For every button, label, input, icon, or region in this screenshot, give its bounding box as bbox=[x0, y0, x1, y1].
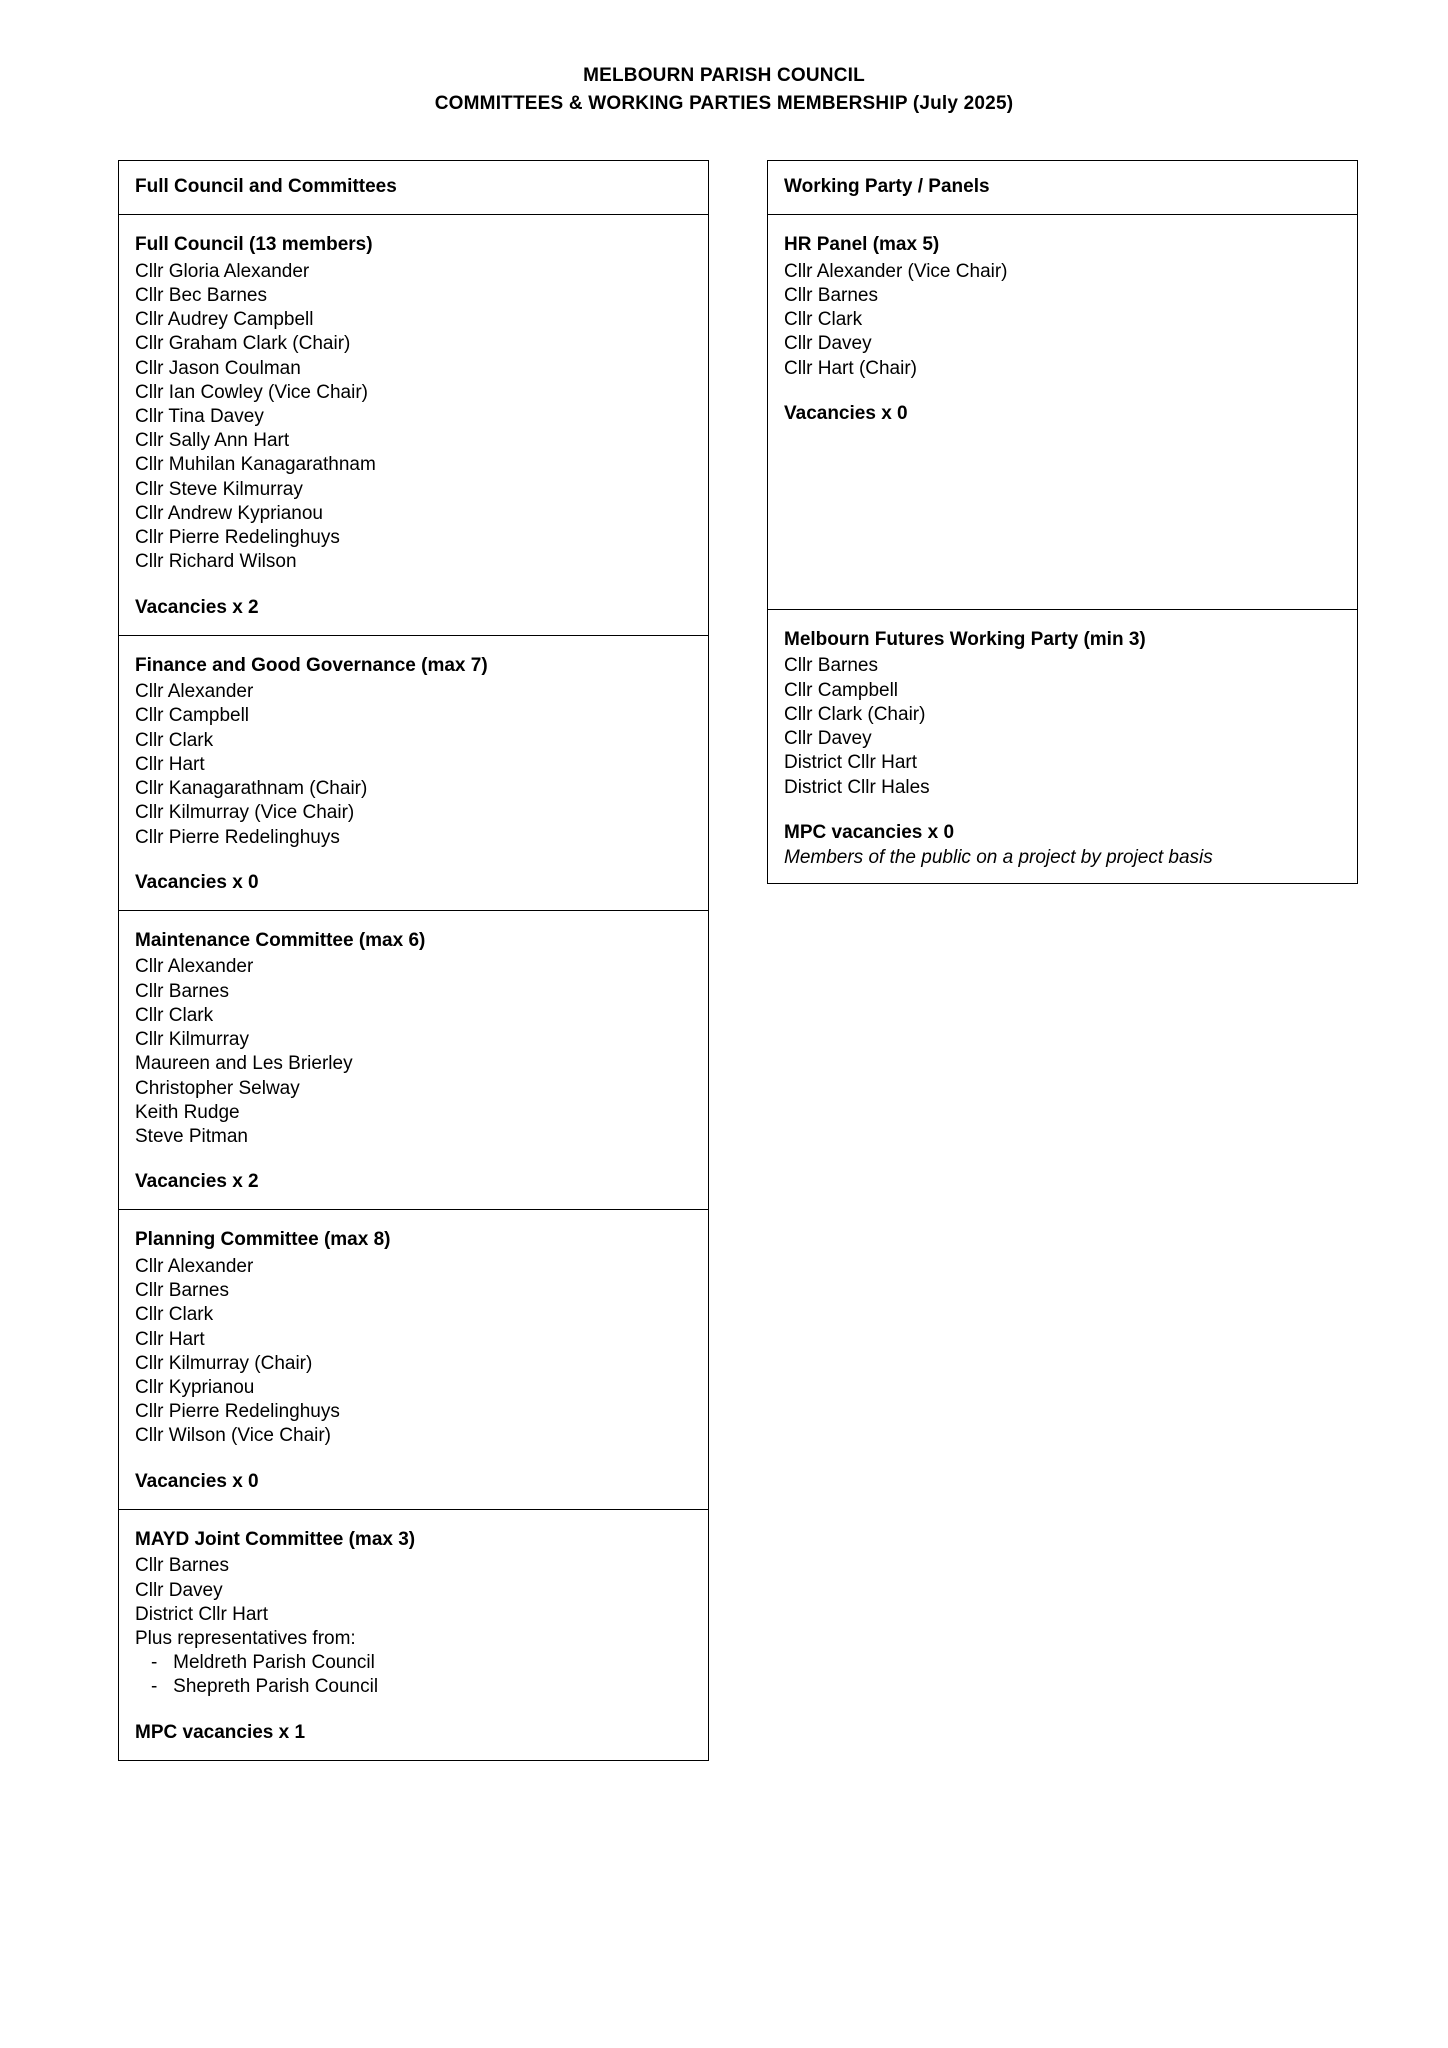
list-item: Cllr Kilmurray bbox=[135, 1029, 249, 1051]
list-item: Cllr Sally Ann Hart bbox=[135, 430, 290, 452]
section-maintenance-committee bbox=[118, 911, 709, 1210]
public-members-note: Members of the public on a project by project basis bbox=[784, 846, 1213, 868]
list-item: Cllr Ian Cowley (Vice Chair) bbox=[135, 381, 368, 403]
list-item: Cllr Hart bbox=[135, 1328, 205, 1350]
list-item: - Meldreth Parish Council bbox=[151, 1652, 375, 1674]
list-item: Cllr Davey bbox=[784, 333, 872, 355]
list-item: Cllr Hart (Chair) bbox=[784, 357, 917, 379]
list-item: Christopher Selway bbox=[135, 1077, 300, 1099]
list-item: Cllr Wilson (Vice Chair) bbox=[135, 1425, 332, 1447]
list-item: Cllr Alexander (Vice Chair) bbox=[784, 260, 1008, 282]
list-item: Cllr Barnes bbox=[784, 284, 878, 306]
list-item: Cllr Pierre Redelinghuys bbox=[135, 527, 340, 549]
list-item: Cllr Davey bbox=[135, 1579, 223, 1601]
vacancies-label: Vacancies x 0 bbox=[784, 402, 908, 424]
list-item: Cllr Barnes bbox=[135, 1555, 229, 1577]
section-title: Full Council (13 members) bbox=[135, 234, 373, 255]
list-item: District Cllr Hales bbox=[784, 776, 930, 798]
vacancies-label: MPC vacancies x 1 bbox=[135, 1721, 306, 1743]
left-column-header: Full Council and Committees bbox=[118, 160, 709, 215]
list-item: Cllr Kilmurray (Chair) bbox=[135, 1352, 313, 1374]
list-item: District Cllr Hart bbox=[135, 1603, 268, 1625]
list-item: Cllr Hart bbox=[135, 753, 205, 775]
list-item: Cllr Barnes bbox=[784, 655, 878, 677]
vacancies-label: Vacancies x 0 bbox=[135, 871, 259, 893]
list-item: Cllr Richard Wilson bbox=[135, 551, 297, 573]
section-title: Maintenance Committee (max 6) bbox=[135, 929, 426, 951]
list-item: District Cllr Hart bbox=[784, 752, 917, 774]
list-item: Cllr Barnes bbox=[135, 980, 229, 1002]
list-item: Cllr Clark bbox=[135, 1004, 214, 1026]
list-item: Cllr Kyprianou bbox=[135, 1376, 255, 1398]
list-item: Cllr Bec Barnes bbox=[135, 284, 267, 306]
list-item: Cllr Campbell bbox=[784, 679, 899, 701]
list-item: Cllr Tina Davey bbox=[135, 406, 264, 427]
section-title: MAYD Joint Committee (max 3) bbox=[135, 1528, 416, 1550]
list-item: Cllr Barnes bbox=[135, 1280, 229, 1302]
list-item: Cllr Alexander bbox=[135, 681, 254, 703]
list-item: Cllr Steve Kilmurray bbox=[135, 478, 303, 500]
section-finance-and-good-governance bbox=[118, 636, 709, 911]
list-item: Keith Rudge bbox=[135, 1101, 240, 1123]
section-full-council bbox=[118, 215, 709, 636]
right-column bbox=[767, 160, 1358, 884]
vacancies-label: Vacancies x 2 bbox=[135, 596, 259, 618]
page-title bbox=[0, 0, 1448, 117]
list-item: Cllr Alexander bbox=[135, 1255, 254, 1277]
list-item: Cllr Muhilan Kanagarathnam bbox=[135, 454, 376, 476]
list-item: Cllr Gloria Alexander bbox=[135, 260, 310, 282]
right-column-header: Working Party / Panels bbox=[767, 160, 1358, 215]
list-item: Cllr Andrew Kyprianou bbox=[135, 502, 323, 524]
left-column bbox=[118, 160, 709, 1761]
section-mayd-joint-committee bbox=[118, 1510, 709, 1761]
section-title: Planning Committee (max 8) bbox=[135, 1229, 391, 1251]
list-item: Cllr Campbell bbox=[135, 705, 250, 727]
list-item: Cllr Jason Coulman bbox=[135, 357, 301, 379]
list-item: Cllr Alexander bbox=[135, 956, 254, 978]
list-item: Maureen and Les Brierley bbox=[135, 1053, 353, 1075]
vacancies-label: Vacancies x 0 bbox=[135, 1470, 259, 1492]
list-item: Steve Pitman bbox=[135, 1125, 248, 1147]
list-item: Cllr Kilmurray (Vice Chair) bbox=[135, 802, 355, 824]
list-item: Cllr Pierre Redelinghuys bbox=[135, 1401, 340, 1423]
list-item: Cllr Clark bbox=[135, 729, 214, 751]
list-item: Cllr Clark bbox=[135, 1304, 214, 1326]
section-melbourn-futures-working-party bbox=[767, 610, 1358, 884]
section-planning-committee bbox=[118, 1210, 709, 1509]
section-hr-panel bbox=[767, 215, 1358, 610]
list-item: Cllr Graham Clark (Chair) bbox=[135, 333, 351, 355]
spacer bbox=[784, 428, 1341, 596]
section-title: Melbourn Futures Working Party (min 3) bbox=[784, 628, 1146, 650]
section-title: Finance and Good Governance (max 7) bbox=[135, 654, 488, 676]
columns-container bbox=[118, 160, 1358, 1761]
list-item: Cllr Clark bbox=[784, 309, 863, 331]
vacancies-label: MPC vacancies x 0 bbox=[784, 821, 955, 843]
list-item: Cllr Pierre Redelinghuys bbox=[135, 826, 340, 848]
section-title: HR Panel (max 5) bbox=[784, 234, 940, 255]
list-item: Cllr Davey bbox=[784, 728, 872, 750]
list-item: Cllr Audrey Campbell bbox=[135, 309, 314, 331]
vacancies-label: Vacancies x 2 bbox=[135, 1171, 259, 1193]
list-item: - Shepreth Parish Council bbox=[151, 1676, 379, 1698]
title-line-2: COMMITTEES & WORKING PARTIES MEMBERSHIP (July 2025) bbox=[434, 92, 1014, 114]
plus-representatives-label: Plus representatives from: bbox=[135, 1627, 356, 1649]
title-line-1: MELBOURN PARISH COUNCIL bbox=[583, 65, 865, 86]
list-item: Cllr Kanagarathnam (Chair) bbox=[135, 778, 368, 800]
list-item: Cllr Clark (Chair) bbox=[784, 703, 926, 725]
